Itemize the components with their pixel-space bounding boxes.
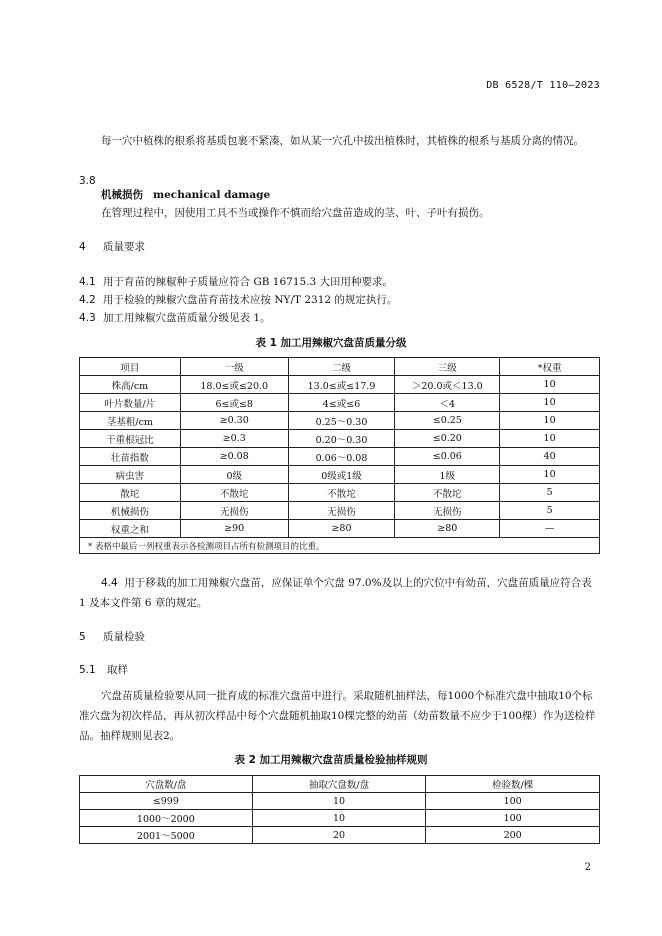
table-cell: 5 bbox=[500, 502, 600, 520]
table-row bbox=[80, 466, 600, 484]
table-cell: 叶片数量/片 bbox=[80, 394, 181, 412]
table-cell: — bbox=[500, 520, 600, 538]
table-cell: 不散坨 bbox=[395, 484, 500, 502]
table-cell: 1000～2000 bbox=[80, 810, 253, 827]
term-cn: 机械损伤 bbox=[101, 189, 143, 201]
section-4-number: 4 bbox=[79, 241, 86, 253]
table-row bbox=[80, 394, 600, 412]
table-cell: 茎基粗/cm bbox=[80, 412, 181, 430]
item-4-4-number: 4.4 bbox=[101, 577, 118, 589]
section-5-number: 5 bbox=[79, 631, 86, 643]
table-cell: ≥0.3 bbox=[180, 430, 288, 448]
table2-header: 抽取穴盘数/盘 bbox=[252, 776, 426, 793]
section-5-1-paragraph: 穴盘苗质量检验要从同一批育成的标准穴盘苗中进行。采取随机抽样法，每1000个标准穴盘中抽取10个标准穴盘为初次样品，再从初次样品中每个穴盘随机抽取10棵完整的幼苗（幼苗数量不应少于100棵）作为送检样品。抽样规则见表2。 bbox=[79, 690, 596, 742]
table-cell: 6≤或≤8 bbox=[180, 394, 288, 412]
table1-header: 二级 bbox=[288, 358, 395, 376]
table2-header-row bbox=[80, 776, 600, 793]
table-cell: 0.06～0.08 bbox=[288, 448, 395, 466]
table1-header: 三级 bbox=[395, 358, 500, 376]
table-row bbox=[80, 412, 600, 430]
item-4-4 bbox=[79, 573, 600, 613]
table-row bbox=[80, 793, 600, 810]
table-cell: 2001～5000 bbox=[80, 827, 253, 844]
table-cell: ≤999 bbox=[80, 793, 253, 810]
section-4-title: 质量要求 bbox=[103, 241, 145, 253]
table-cell: ≤0.25 bbox=[395, 412, 500, 430]
table1-note-row bbox=[80, 538, 600, 554]
table-cell: 10 bbox=[500, 376, 600, 394]
section-3-8-definition: 在管理过程中，因使用工具不当或操作不慎而给穴盘苗造成的茎、叶、子叶有损伤。 bbox=[101, 207, 490, 219]
table-cell: 干重根冠比 bbox=[80, 430, 181, 448]
table-cell: ＜4 bbox=[395, 394, 500, 412]
table-cell: 5 bbox=[500, 484, 600, 502]
table1-header: 一级 bbox=[180, 358, 288, 376]
table-row bbox=[80, 827, 600, 844]
item-4-1-text: 用于育苗的辣椒种子质量应符合 GB 16715.3 大田用种要求。 bbox=[103, 276, 394, 288]
table-cell: 1级 bbox=[395, 466, 500, 484]
section-3-8-number: 3.8 bbox=[79, 175, 96, 187]
item-4-2-text: 用于检验的辣椒穴盘苗育苗技术应按 NY/T 2312 的规定执行。 bbox=[103, 294, 398, 306]
table-cell: 0.20～0.30 bbox=[288, 430, 395, 448]
table-cell: ≥0.08 bbox=[180, 448, 288, 466]
table-cell: 10 bbox=[252, 810, 426, 827]
table-cell: 机械损伤 bbox=[80, 502, 181, 520]
table-cell: 无损伤 bbox=[180, 502, 288, 520]
item-4-3-number: 4.3 bbox=[79, 312, 96, 324]
table-cell: ≥80 bbox=[288, 520, 395, 538]
table-cell: 株高/cm bbox=[80, 376, 181, 394]
table-cell: 无损伤 bbox=[288, 502, 395, 520]
section-5-1-number: 5.1 bbox=[79, 664, 96, 676]
table1-header: *权重 bbox=[500, 358, 600, 376]
intro-paragraph: 每一穴中植株的根系将基质包裹不紧凑，如从某一穴孔中拔出植株时，其植株的根系与基质分离的情况。 bbox=[101, 135, 584, 147]
table-cell: ＞20.0或＜13.0 bbox=[395, 376, 500, 394]
item-4-2-number: 4.2 bbox=[79, 294, 96, 306]
table-cell: 0级或1级 bbox=[288, 466, 395, 484]
item-4-1 bbox=[79, 272, 600, 292]
table-cell: 10 bbox=[500, 394, 600, 412]
item-4-4-text: 用于移栽的加工用辣椒穴盘苗，应保证单个穴盘 97.0%及以上的穴位中有幼苗，穴盘苗质量应符合表 1 及本文件第 6 章的规定。 bbox=[79, 577, 592, 609]
table-cell: 权重之和 bbox=[80, 520, 181, 538]
table2-caption: 表 2 加工用辣椒穴盘苗质量检验抽样规则 bbox=[234, 754, 428, 766]
table-row bbox=[80, 520, 600, 538]
table-row bbox=[80, 430, 600, 448]
table-cell: ≥80 bbox=[395, 520, 500, 538]
table-cell: ≥0.30 bbox=[180, 412, 288, 430]
table-cell: ≤0.20 bbox=[395, 430, 500, 448]
section-5-1-heading bbox=[79, 660, 600, 680]
table1-header: 项目 bbox=[80, 358, 181, 376]
table-cell: 18.0≤或≤20.0 bbox=[180, 376, 288, 394]
section-5-1-title: 取样 bbox=[107, 664, 128, 676]
table-row bbox=[80, 484, 600, 502]
term-en: mechanical damage bbox=[153, 189, 271, 201]
table-cell: 散坨 bbox=[80, 484, 181, 502]
table2-header: 穴盘数/盘 bbox=[80, 776, 253, 793]
table-cell: 10 bbox=[500, 466, 600, 484]
table-cell: ≤0.06 bbox=[395, 448, 500, 466]
table-cell: 13.0≤或≤17.9 bbox=[288, 376, 395, 394]
table1-note: * 表格中最后一列权重表示各检测项目占所有检测项目的比重。 bbox=[80, 538, 600, 554]
table1-header-row bbox=[80, 358, 600, 376]
table-cell: 无损伤 bbox=[395, 502, 500, 520]
section-5-heading bbox=[79, 627, 600, 647]
table-cell: 4≤或≤6 bbox=[288, 394, 395, 412]
table-row bbox=[80, 376, 600, 394]
table1-caption: 表 1 加工用辣椒穴盘苗质量分级 bbox=[255, 337, 407, 349]
table-cell: 10 bbox=[252, 793, 426, 810]
table-row bbox=[80, 448, 600, 466]
table-cell: 100 bbox=[426, 793, 600, 810]
item-4-2 bbox=[79, 290, 600, 310]
document-id: DB 6528/T 110—2023 bbox=[486, 80, 600, 91]
table-cell: 20 bbox=[252, 827, 426, 844]
item-4-3 bbox=[79, 308, 600, 328]
table2-header: 检验数/棵 bbox=[426, 776, 600, 793]
table2 bbox=[79, 775, 600, 844]
item-4-3-text: 加工用辣椒穴盘苗质量分级见表 1。 bbox=[103, 312, 271, 324]
table-row bbox=[80, 502, 600, 520]
table1 bbox=[79, 357, 600, 554]
item-4-1-number: 4.1 bbox=[79, 276, 96, 288]
table-row bbox=[80, 810, 600, 827]
section-4-heading bbox=[79, 237, 600, 257]
table-cell: 0级 bbox=[180, 466, 288, 484]
table-cell: 10 bbox=[500, 430, 600, 448]
table-cell: 不散坨 bbox=[180, 484, 288, 502]
section-5-title: 质量检验 bbox=[103, 631, 145, 643]
table-cell: 200 bbox=[426, 827, 600, 844]
table-cell: 10 bbox=[500, 412, 600, 430]
section-3-8-term bbox=[79, 185, 600, 205]
table-cell: 0.25～0.30 bbox=[288, 412, 395, 430]
table-cell: 40 bbox=[500, 448, 600, 466]
table-cell: 不散坨 bbox=[288, 484, 395, 502]
table-cell: 病虫害 bbox=[80, 466, 181, 484]
table-cell: 100 bbox=[426, 810, 600, 827]
table-cell: ≥90 bbox=[180, 520, 288, 538]
table-cell: 壮苗指数 bbox=[80, 448, 181, 466]
page-number: 2 bbox=[584, 862, 591, 873]
